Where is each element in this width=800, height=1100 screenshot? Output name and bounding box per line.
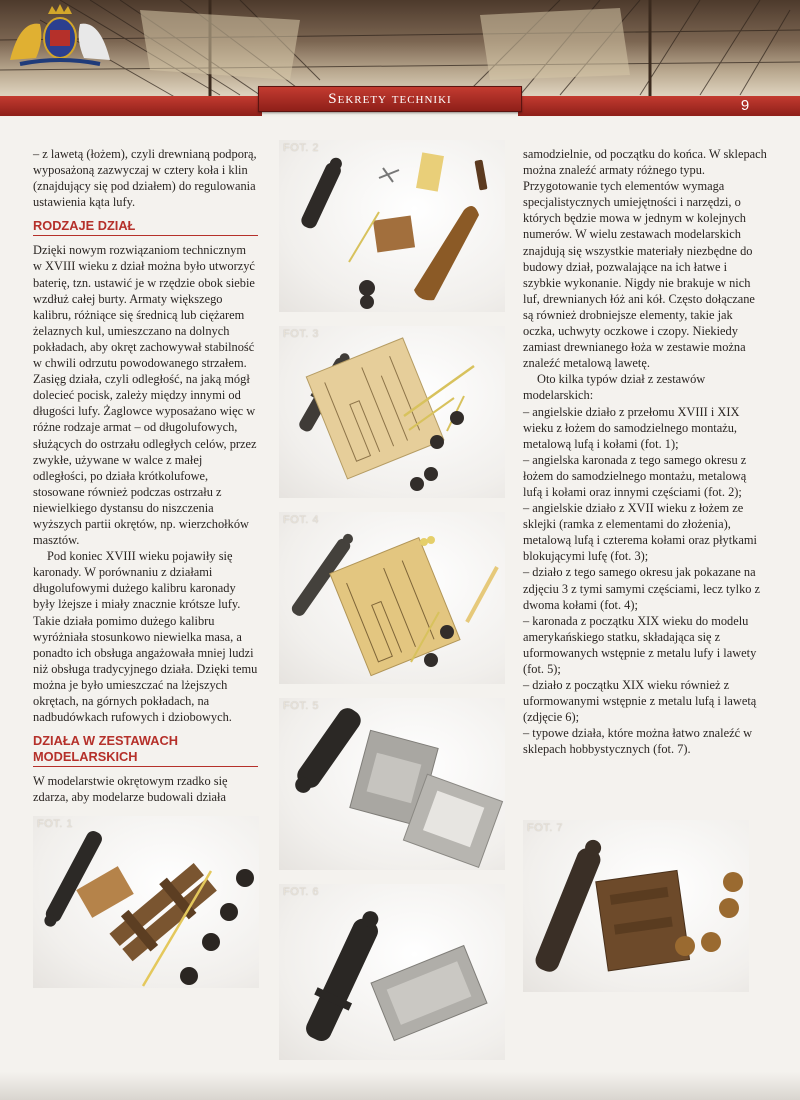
list-item: – karonada z początku XIX wieku do modelu amerykańskiego statku, składająca się z uformowanych wstępnie z metalu lufy i lawety (fot. 5); — [523, 613, 757, 676]
heading-dziala-w-zestawach: DZIAŁA W ZESTAWACH MODELARSKICH — [33, 733, 258, 767]
list-item: – działo z początku XIX wieku również z uformowanymi wstępnie z metalu lufą i lawetą (zdjęcie 6); — [523, 678, 757, 725]
photo-label: FOT. 1 — [37, 818, 74, 830]
section-title: Sekrety techniki — [258, 86, 522, 112]
photo-fot-2 — [279, 140, 505, 312]
page-footer-shadow — [0, 1072, 800, 1100]
photo-label: FOT. 4 — [283, 514, 320, 526]
photo-fot-6 — [279, 884, 505, 1060]
page-number: 9 — [740, 97, 750, 114]
list-item: – angielskie działo z przełomu XVIII i XIX wieku z łożem do samodzielnego montażu, metalową lufą i kołami (fot. 1); — [523, 404, 740, 451]
photo-fot-5 — [279, 698, 505, 870]
paragraph: W modelarstwie okrętowym rzadko się zdarza, aby modelarze budowali działa — [33, 774, 228, 805]
royal-crest-icon — [0, 0, 120, 68]
list-item: – angielska karonada z tego samego okresu z łożem do samodzielnego montażu, metalową lufą i kołami oraz innymi częściami (fot. 2); — [523, 452, 747, 499]
photo-label: FOT. 3 — [283, 328, 320, 340]
paragraph: Dzięki nowym rozwiązaniom technicznym w XVIII wieku z dział można było utworzyć baterię, tzn. ustawić je w rzędzie obok siebie wzdłuż całej burty. Armaty większego kalibru, różniące się średnicą lub ciężarem żelaznych kul, umieszczano na dolnych pokładach, aby okręt zachowywał stabilność w chwili odrzutu powodowanego strzałem. Zasięg działa, czyli odległość, na jaką mógł dolecieć pocisk, zależy między innymi od długości lufy. Żaglowce wyposażano więc w różne rodzaje armat – od długolufowych, służących do ostrzału odległych celów, przez zwykłe, używane w walce z małej odległości, po działa krótkolufowe, stosowane również podczas ostrzału z niewielkiego dystansu do niszczenia wyższych partii okrętów, np. wierzchołków masztów. — [33, 243, 257, 548]
photo-label: FOT. 2 — [283, 142, 320, 154]
intro-paragraph: – z lawetą (łożem), czyli drewnianą podporą, wyposażoną zazwyczaj w cztery koła i klin (znajdujący się pod działem) do regulowania ustawienia kąta lufy. — [33, 147, 257, 210]
list-item: – angielskie działo z XVII wieku z łożem ze sklejki (ramka z elementami do złożenia), metalową lufą i czterema kołami oraz płytkami blokującymi lufę (fot. 3); — [523, 501, 757, 564]
photo-fot-1 — [33, 816, 259, 988]
list-item: – działo z tego samego okresu jak pokazane na zdjęciu 3 z tymi samymi częściami, lecz tylko z dwoma kołami (fot. 4); — [523, 565, 761, 612]
photo-fot-7 — [523, 820, 749, 992]
paragraph: Pod koniec XVIII wieku pojawiły się karonady. W porównaniu z działami długolufowymi dużego kalibru karonady były lżejsze i miały znacznie krótsze lufy. Takie działa pomimo dużego kalibru wyróżniała stosunkowo niewielka masa, a ponadto ich obsługa angażowała mniej ludzi niż obsługa tradycyjnego działa. Dzięki temu można je było umieszczać na lżejszych okrętach, na górnych pokładach, na nadbudówkach rufowych i dziobowych. — [33, 549, 258, 725]
paragraph: samodzielnie, od początku do końca. W sklepach można znaleźć armaty różnego typu. Przygotowanie tych elementów wymaga specjalistycznych umiejętności i narzędzi, o których będzie mowa w jednym w kolejnych numerów. W wielu zestawach modelarskich znajdują się wszystkie materiały niezbędne do budowy dział, pozwalające na ich łatwe i szybkie wykonanie. Nigdy nie brakuje w nich luf, drewnianych łóż ani kół. Często dołączane są również drobniejsze elementy, takie jak oczka, uchwyty oczkowe i czopy. Niekiedy zamiast drewnianego łoża w zestawie można znaleźć metalową lawetę. — [523, 147, 767, 371]
photo-fot-3 — [279, 326, 505, 498]
heading-rodzaje-dzial: RODZAJE DZIAŁ — [33, 218, 258, 236]
header-ribbon-right — [518, 96, 800, 116]
text-column-right — [523, 146, 767, 758]
paragraph: Oto kilka typów dział z zestawów modelarskich: — [523, 372, 706, 403]
header-ribbon-left — [0, 96, 262, 116]
photo-label: FOT. 6 — [283, 886, 320, 898]
text-column-left — [33, 146, 258, 805]
photo-label: FOT. 5 — [283, 700, 320, 712]
photo-label: FOT. 7 — [527, 822, 564, 834]
list-item: – typowe działa, które można łatwo znaleźć w sklepach hobbystycznych (fot. 7). — [523, 726, 753, 757]
photo-fot-4 — [279, 512, 505, 684]
